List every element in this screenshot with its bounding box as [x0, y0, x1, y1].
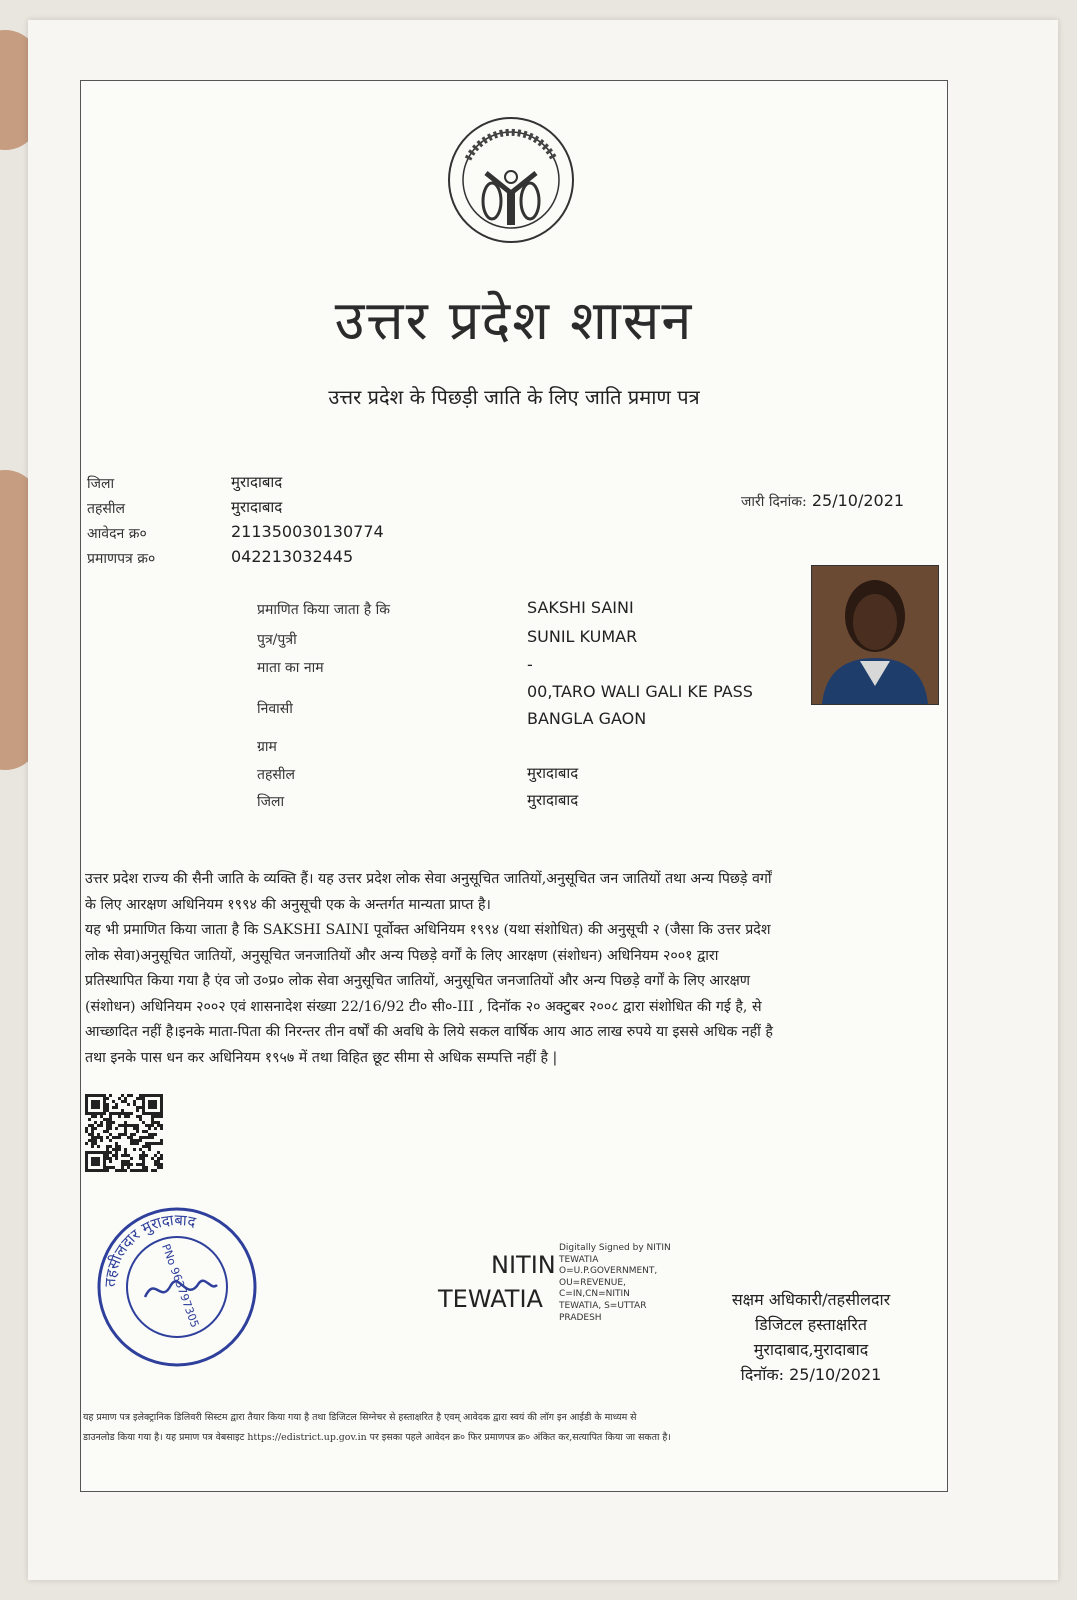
certificate-body [85, 867, 935, 1071]
address-line-2: BANGLA GAON [527, 709, 647, 728]
district-value: मुरादाबाद [231, 473, 283, 491]
page-subtitle: उत्तर प्रदेश के पिछड़ी जाति के लिए जाति प्रमाण पत्र [328, 385, 700, 409]
person-district-value: मुरादाबाद [527, 791, 579, 809]
body-line: के लिए आरक्षण अधिनियम १९९४ की अनुसूची एक के अन्तर्गत मान्यता प्राप्त है। [85, 896, 491, 913]
up-state-emblem-icon [446, 115, 576, 245]
body-line: यह भी प्रमाणित किया जाता है कि SAKSHI SAINI पूर्वोक्त अधिनियम १९९४ (यथा संशोधित) की अनुसूची २ (जैसा कि उत्तर प्रदेश [85, 922, 771, 938]
officer-location: मुरादाबाद,मुरादाबाद [753, 1340, 869, 1359]
officer-date-label: दिनॉक: [740, 1365, 785, 1384]
officer-date [691, 1362, 931, 1387]
certificate-number: 042213032445 [231, 547, 354, 566]
signer-name-line-1: NITIN [491, 1251, 556, 1279]
body-line: उत्तर प्रदेश राज्य की सैनी जाति के व्यक्ति हैं। यह उत्तर प्रदेश लोक सेवा अनुसूचित जातियों,अनुसूचित जन जातियों तथा अन्य पिछड़े वर्गों [85, 871, 772, 887]
address-line-1: 00,TARO WALI GALI KE PASS [527, 682, 753, 701]
officer-designation: सक्षम अधिकारी/तहसीलदार [731, 1290, 891, 1309]
certificate [80, 80, 948, 1492]
certificate-label: प्रमाणपत्र क्र० [87, 551, 156, 567]
body-line: प्रतिस्थापित किया गया है एंव जो उ०प्र० लोक सेवा अनुसूचित जातियों, अनुसूचित जनजातियों और अन्य पिछड़े वर्गों के लिए आरक्षण [85, 973, 751, 989]
application-label: आवेदन क्र० [87, 526, 147, 542]
issue-date [741, 491, 904, 511]
tehsil-value: मुरादाबाद [231, 498, 283, 516]
application-number: 211350030130774 [231, 522, 384, 541]
body-line: (संशोधन) अधिनियम २००२ एवं शासनादेश संख्या 22/16/92 टी० सी०-III , दिनॉक २० अक्टुबर २००८ द्वारा संशोधित की गई है, से [85, 998, 762, 1015]
certified-label: प्रमाणित किया जाता है कि [257, 602, 391, 618]
body-line: तथा इनके पास धन कर अधिनियम १९५७ में तथा विहित छूट सीमा से अधिक सम्पत्ति नहीं है | [85, 1049, 558, 1066]
officer-sign-type: डिजिटल हस्ताक्षरित [755, 1315, 867, 1334]
parent-name: SUNIL KUMAR [527, 627, 638, 646]
footer-line-2: डाउनलोड किया गया है। यह प्रमाण पत्र वेबसाइट https://edistrict.up.gov.in पर इसका पहले आवेदन क्र० फिर प्रमाणपत्र क्र० अंकित कर,सत्यापित किया जा सकता है। [83, 1432, 671, 1443]
village-label: ग्राम [257, 739, 277, 755]
footer-note [83, 1408, 943, 1448]
page-title: उत्तर प्रदेश शासन [334, 289, 694, 352]
officer-date-value: 25/10/2021 [789, 1365, 882, 1384]
body-line: आच्छादित नहीं है।इनके माता-पिता की निरन्तर तीन वर्षों की अवधि के लिये सकल वार्षिक आय आठ लाख रुपये या इससे अधिक नहीं है [85, 1024, 773, 1040]
mother-name: - [527, 655, 533, 674]
mother-label: माता का नाम [257, 660, 324, 676]
digital-signature-detail: Digitally Signed by NITIN TEWATIA O=U.P.GOVERNMENT, OU=REVENUE, C=IN,CN=NITIN TEWATIA, S=UTTAR PRADESH [559, 1243, 671, 1323]
person-name: SAKSHI SAINI [527, 598, 634, 617]
resident-label: निवासी [257, 701, 293, 717]
issue-date-label: जारी दिनांक: [741, 494, 807, 510]
person-tehsil-label: तहसील [257, 767, 295, 783]
official-seal [95, 1205, 259, 1369]
person-silhouette-icon [812, 566, 938, 704]
person-district-label: जिला [257, 794, 285, 810]
qr-code[interactable] [85, 1093, 163, 1173]
officer-block [691, 1287, 931, 1387]
seal-pno: PNo 963797305 [159, 1242, 202, 1330]
person-tehsil-value: मुरादाबाद [527, 764, 579, 782]
issue-date-value: 25/10/2021 [811, 491, 905, 510]
seal-ring-text: तहसीलदार मुरादाबाद [100, 1210, 198, 1288]
parent-label: पुत्र/पुत्री [257, 632, 297, 648]
applicant-photo [811, 565, 939, 705]
signer-name-line-2: TEWATIA [438, 1285, 543, 1313]
body-line: लोक सेवा)अनुसूचित जातियों, अनुसूचित जनजातियों और अन्य पिछड़े वर्गों के लिए आरक्षण (संशोधन) अधिनियम २००१ द्वारा [85, 947, 719, 964]
tehsil-label: तहसील [87, 501, 125, 517]
footer-line-1: यह प्रमाण पत्र इलेक्ट्रानिक डिलिवरी सिस्टम द्वारा तैयार किया गया है तथा डिजिटल सिग्नेचर से हस्ताक्षरित है एवम् आवेदक द्वारा स्वयं की लॉग इन आईडी के माध्यम से [83, 1412, 637, 1423]
district-label: जिला [87, 476, 115, 492]
